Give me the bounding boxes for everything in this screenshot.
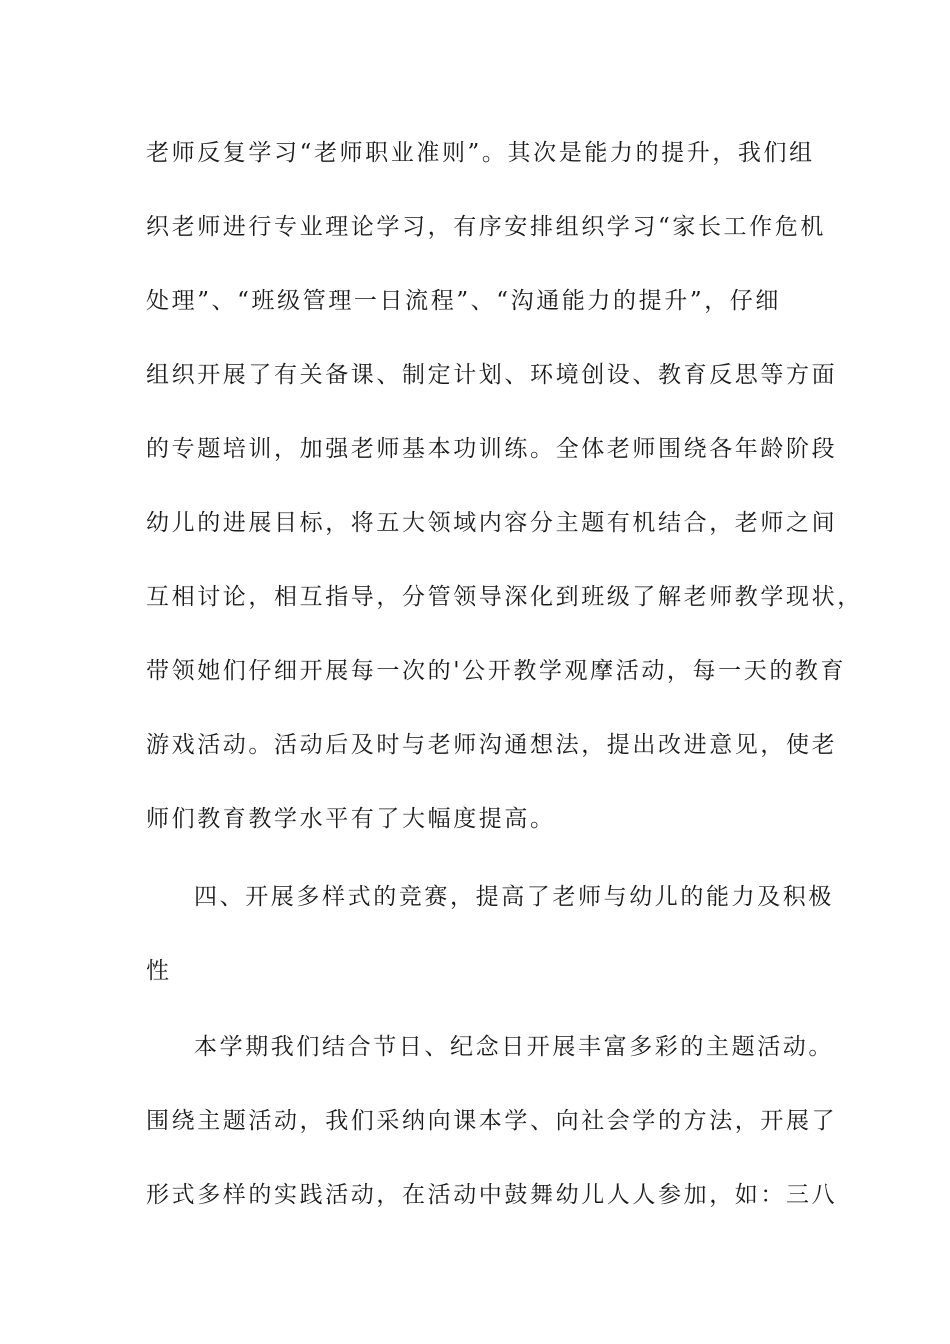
section-heading-continuation: 性 — [146, 958, 172, 984]
body-text-line: 组织开展了有关备课、制定计划、环境创设、教育反思等方面 — [146, 362, 838, 388]
body-text-line: 形式多样的实践活动，在活动中鼓舞幼儿人人参加，如：三八 — [146, 1182, 838, 1208]
body-text-line: 带领她们仔细开展每一次的'公开教学观摩活动，每一天的教育 — [146, 658, 847, 684]
body-text-line: 游戏活动。活动后及时与老师沟通想法，提出改进意见，使老 — [146, 732, 838, 758]
body-text-line: 处理”、“班级管理一日流程”、“沟通能力的提升”，仔细 — [146, 288, 781, 314]
body-text-line: 围绕主题活动，我们采纳向课本学、向社会学的方法，开展了 — [146, 1108, 838, 1134]
body-text-line: 的专题培训，加强老师基本功训练。全体老师围绕各年龄阶段 — [146, 436, 838, 462]
body-text-line: 互相讨论，相互指导，分管领导深化到班级了解老师教学现状， — [146, 584, 863, 610]
body-text-line: 织老师进行专业理论学习，有序安排组织学习“家长工作危机 — [146, 214, 826, 240]
body-text-line: 老师反复学习“老师职业准则”。其次是能力的提升，我们组 — [146, 140, 815, 166]
body-text-line: 师们教育教学水平有了大幅度提高。 — [146, 806, 556, 832]
body-text-line: 幼儿的进展目标，将五大领域内容分主题有机结合，老师之间 — [146, 510, 838, 536]
paragraph-first-line: 本学期我们结合节日、纪念日开展丰富多彩的主题活动。 — [194, 1034, 834, 1060]
section-heading: 四、开展多样式的竞赛，提高了老师与幼儿的能力及积极 — [194, 884, 834, 910]
